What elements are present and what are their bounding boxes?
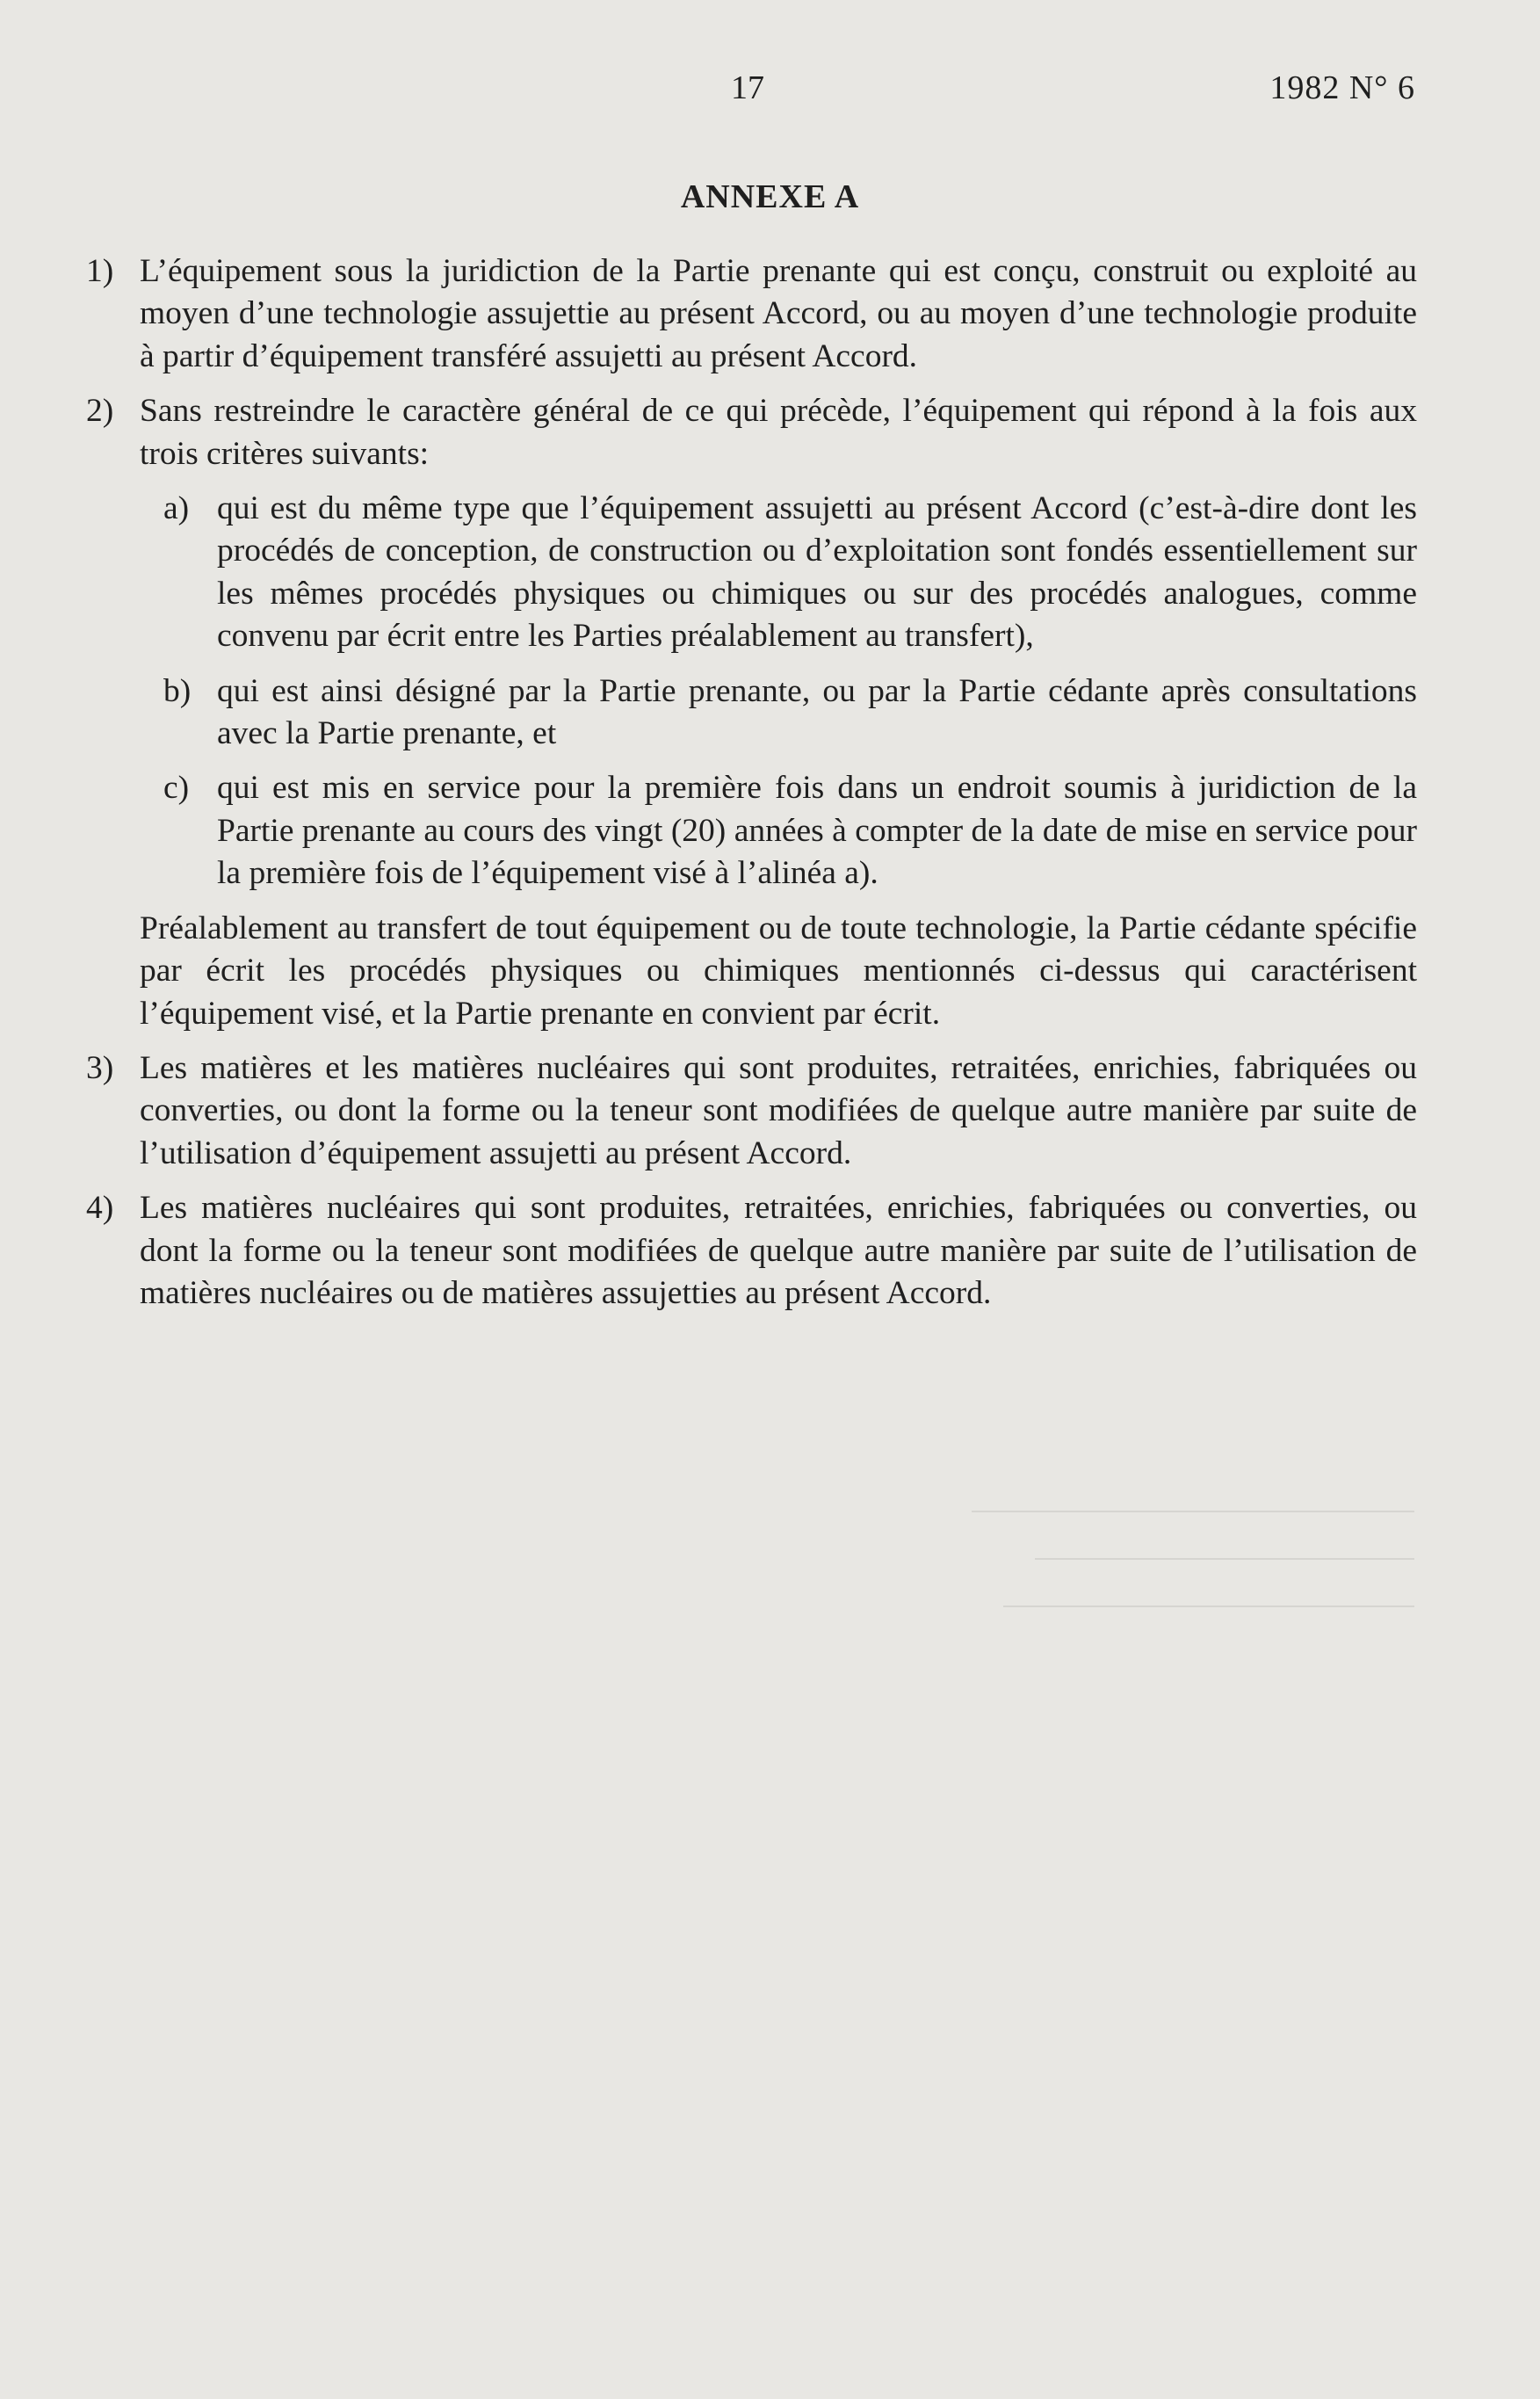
list-item xyxy=(86,250,1417,378)
sub-item-letter: b) xyxy=(163,672,192,709)
sub-item xyxy=(163,767,1417,895)
item-number: 1) xyxy=(86,253,114,289)
item-text: Les matières nucléaires qui sont produites, retraitées, enrichies, fabriquées ou converties, ou dont la forme ou la teneur sont modifiées de quelque autre manière par suite de l’utilisation de matières nucléaires ou de matières assujetties au présent Accord. xyxy=(140,1190,1417,1311)
sub-item xyxy=(163,488,1417,658)
annex-title: ANNEXE A xyxy=(680,178,860,215)
item-number: 4) xyxy=(86,1190,114,1227)
sub-item-text: qui est ainsi désigné par la Partie prenante, ou par la Partie cédante après consultations avec la Partie prenante, et xyxy=(217,672,1417,752)
sub-item-letter: c) xyxy=(163,770,190,807)
list-item xyxy=(86,390,1417,475)
item-text: Les matières et les matières nucléaires qui sont produites, retraitées, enrichies, fabriquées ou converties, ou dont la forme ou la teneur sont modifiées de quelque autre manière par suite de l’utilisation d’équipement assujetti au présent Accord. xyxy=(140,1049,1417,1171)
sub-item xyxy=(163,670,1417,756)
closing-paragraph: Préalablement au transfert de tout équipement ou de toute technologie, la Partie cédante spécifie par écrit les procédés physiques ou chimiques mentionnés ci-dessus qui caractérisent l’équipement visé, et la Partie prenante en convient par écrit. xyxy=(140,910,1417,1032)
item-text: Sans restreindre le caractère général de ce qui précède, l’équipement qui répond à la fois aux trois critères suivants: xyxy=(140,393,1417,472)
item-number: 2) xyxy=(86,393,114,430)
annex-body xyxy=(86,250,1417,1327)
list-item xyxy=(86,1047,1417,1175)
sub-item-text: qui est mis en service pour la première fois dans un endroit soumis à juridiction de la Partie prenante au cours des vingt (20) années à compter de la date de mise en service pour la première fois de l’équipement visé à l’alinéa a). xyxy=(217,770,1417,892)
page-header xyxy=(0,63,1540,116)
page-number: 17 xyxy=(731,69,764,106)
bleed-through-texture: ⎯⎯⎯⎯⎯⎯⎯⎯⎯⎯⎯⎯⎯⎯⎯⎯⎯⎯⎯⎯⎯⎯⎯⎯⎯⎯⎯⎯ ⎯⎯⎯⎯⎯⎯⎯⎯⎯⎯⎯⎯⎯⎯⎯⎯⎯⎯⎯⎯⎯⎯⎯⎯ ⎯⎯⎯⎯⎯⎯⎯⎯⎯⎯⎯⎯⎯⎯⎯⎯⎯⎯⎯⎯⎯⎯⎯⎯⎯⎯ xyxy=(972,1491,1414,1621)
document-reference: 1982 N° 6 xyxy=(1269,69,1415,106)
list-item xyxy=(86,1187,1417,1315)
sub-item-text: qui est du même type que l’équipement assujetti au présent Accord (c’est-à-dire dont les procédés de conception, de construction ou d’exploitation sont fondés essentiellement sur les mêmes procédés physiques ou chimiques ou sur des procédés analogues, comme convenu par écrit entre les Parties préalablement au transfert), xyxy=(217,490,1417,655)
sub-item-letter: a) xyxy=(163,490,190,527)
item-text: L’équipement sous la juridiction de la Partie prenante qui est conçu, construit ou exploité au moyen d’une technologie assujettie au présent Accord, ou au moyen d’une technologie produite à partir d’équipement transféré assujetti au présent Accord. xyxy=(140,253,1417,374)
item-number: 3) xyxy=(86,1049,114,1086)
